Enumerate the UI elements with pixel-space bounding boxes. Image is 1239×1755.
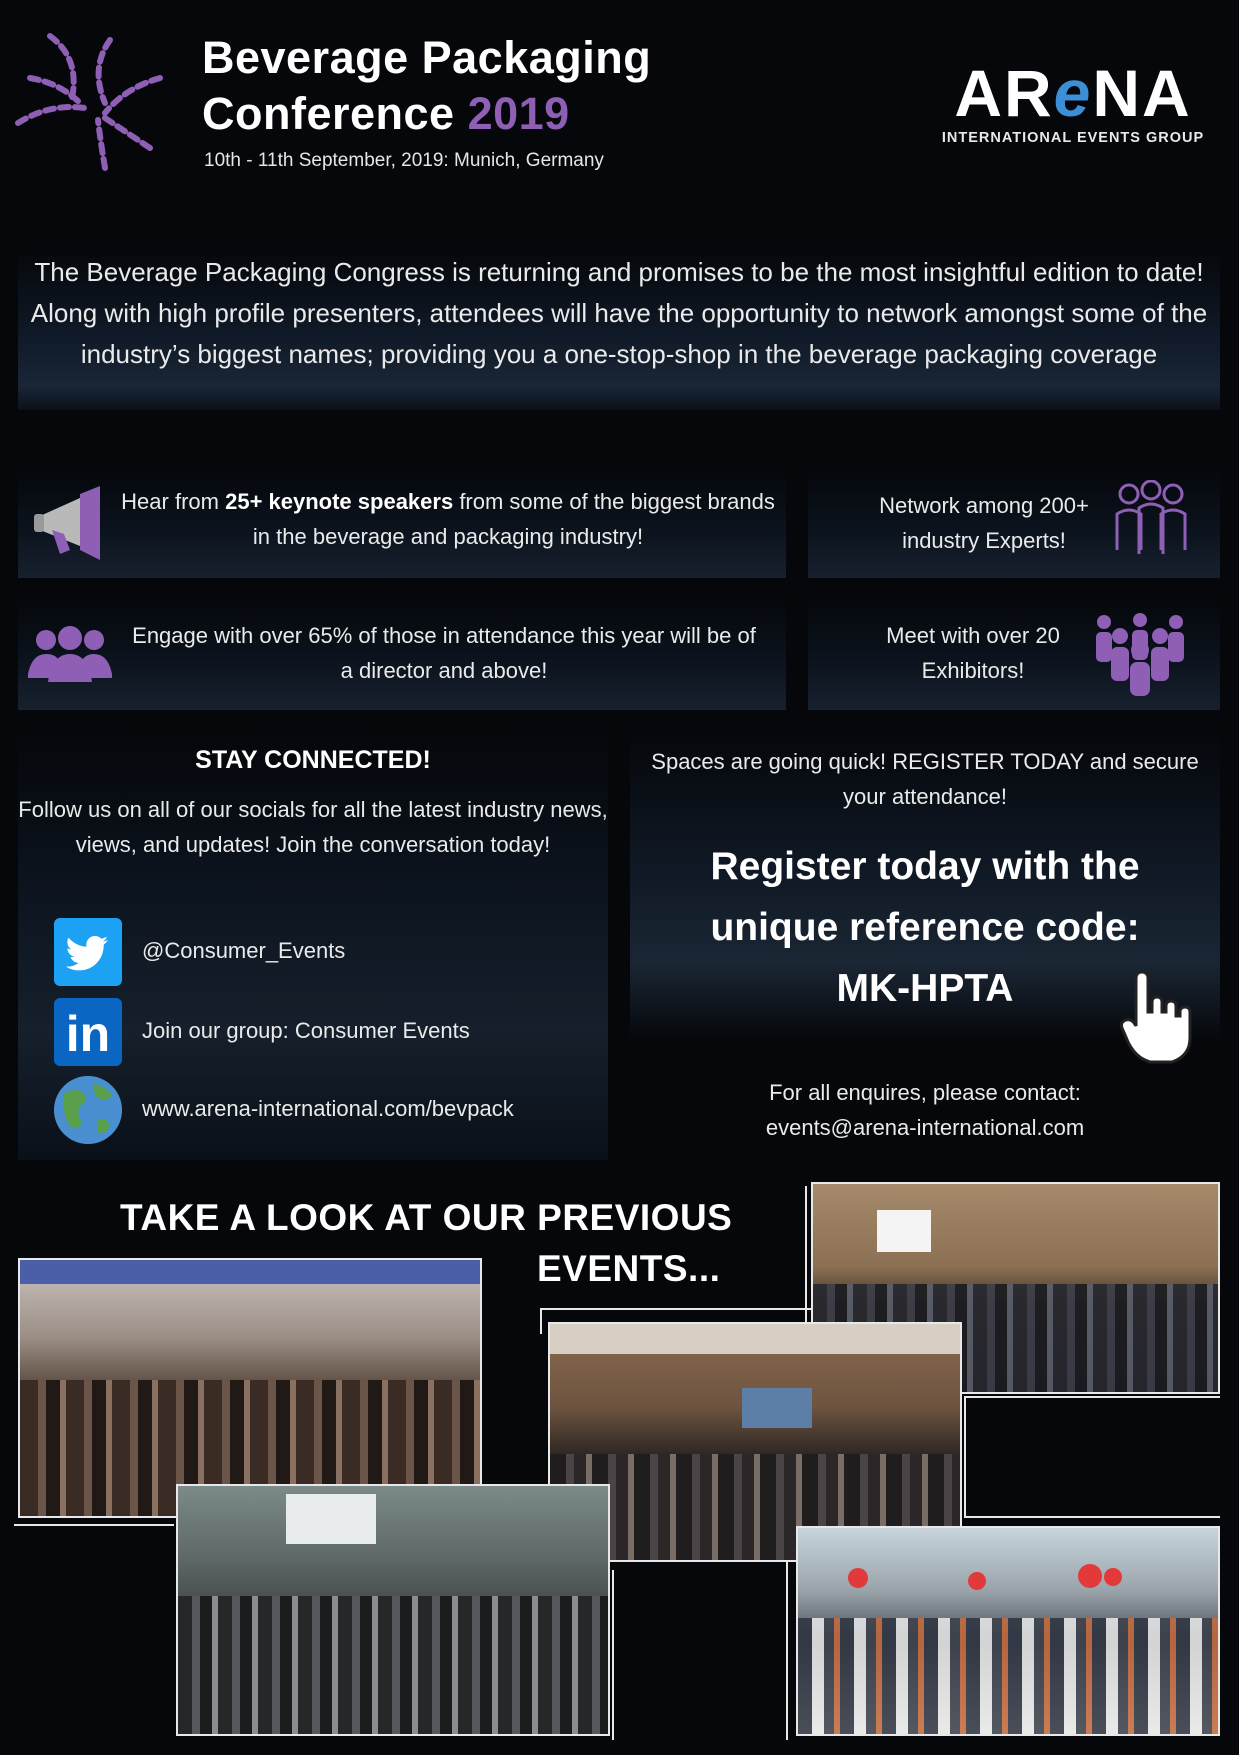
linkedin-group-link[interactable]: Join our group: Consumer Events [142, 1018, 470, 1043]
pointing-hand-cursor-icon [1120, 972, 1196, 1066]
arena-logo-tagline: INTERNATIONAL EVENTS GROUP [941, 130, 1205, 146]
globe-icon [54, 1076, 122, 1144]
website-row[interactable] [36, 1076, 596, 1144]
register-panel [630, 732, 1220, 1040]
feature-speakers-panel [18, 470, 786, 578]
divider-line [14, 1524, 174, 1526]
divider-line [964, 1396, 1220, 1398]
divider-line [612, 1570, 614, 1740]
crowd-icon [1090, 610, 1190, 698]
event-photo-roundtables [176, 1484, 610, 1736]
enquiries-email[interactable]: events@arena-international.com [765, 1115, 1085, 1140]
twitter-icon [54, 918, 122, 986]
page-title [202, 30, 651, 142]
linkedin-row[interactable] [36, 998, 596, 1066]
twitter-handle[interactable]: @Consumer_Events [142, 938, 346, 963]
title-line-2: Conference [202, 88, 455, 139]
stay-connected-panel [18, 732, 608, 1160]
reference-code: MK-HPTA [836, 967, 1014, 1010]
spaces-going-text: Spaces are going quick! REGISTER TODAY and secure your attendance! [651, 749, 1199, 809]
register-code-text: Register today with the unique reference code: MK-HPTA [630, 836, 1220, 1019]
enquiries-contact [630, 1075, 1220, 1145]
intro-paragraph: The Beverage Packaging Congress is returning and promises to be the most insightful edition to date! Along with high profile presenters, attendees will have the opportunity to network amongst some of the industry’s biggest names; providing you a one-stop-shop in the beverage packaging coverage [18, 250, 1220, 410]
arena-logo-wordmark: AReNA [954, 56, 1192, 130]
stay-connected-heading: STAY CONNECTED! [195, 746, 431, 774]
divider-line [964, 1398, 966, 1518]
feature-engage-text: Engage with over 65% of those in attendance this year will be of a director and above! [132, 623, 756, 683]
event-dates-location: 10th - 11th September, 2019: Munich, Germany [204, 150, 604, 171]
feature-exhibitors-text: Meet with over 20 Exhibitors! [886, 623, 1060, 683]
feature-network-panel [808, 470, 1220, 578]
feature-network-text: Network among 200+ industry Experts! [879, 493, 1089, 553]
divider-line [540, 1308, 542, 1334]
title-year: 2019 [467, 88, 570, 139]
network-people-icon [1111, 480, 1191, 562]
title-line-1: Beverage Packaging [202, 32, 652, 83]
arena-logo [928, 58, 1218, 146]
megaphone-icon [30, 484, 120, 564]
conference-logo-mark [10, 28, 170, 178]
divider-line [964, 1516, 1220, 1518]
group-people-icon [28, 624, 112, 684]
event-photo-audience [18, 1258, 482, 1518]
feature-engage-panel [18, 600, 786, 710]
linkedin-icon: in [54, 998, 122, 1066]
twitter-row[interactable] [36, 918, 596, 986]
feature-exhibitors-panel [808, 600, 1220, 710]
previous-events-heading-2: EVENTS... [537, 1248, 721, 1289]
event-photo-dinner [796, 1526, 1220, 1736]
website-link[interactable]: www.arena-international.com/bevpack [142, 1096, 514, 1121]
divider-line [540, 1308, 820, 1310]
enquiries-label: For all enquires, please contact: [769, 1080, 1081, 1105]
previous-events-heading: TAKE A LOOK AT OUR PREVIOUS [120, 1197, 733, 1238]
feature-speakers-text: Hear from 25+ keynote speakers from some of the biggest brands in the beverage and packaging industry! [121, 489, 775, 549]
follow-us-text: Follow us on all of our socials for all the latest industry news, views, and updates! Join the conversation today! [18, 797, 608, 857]
